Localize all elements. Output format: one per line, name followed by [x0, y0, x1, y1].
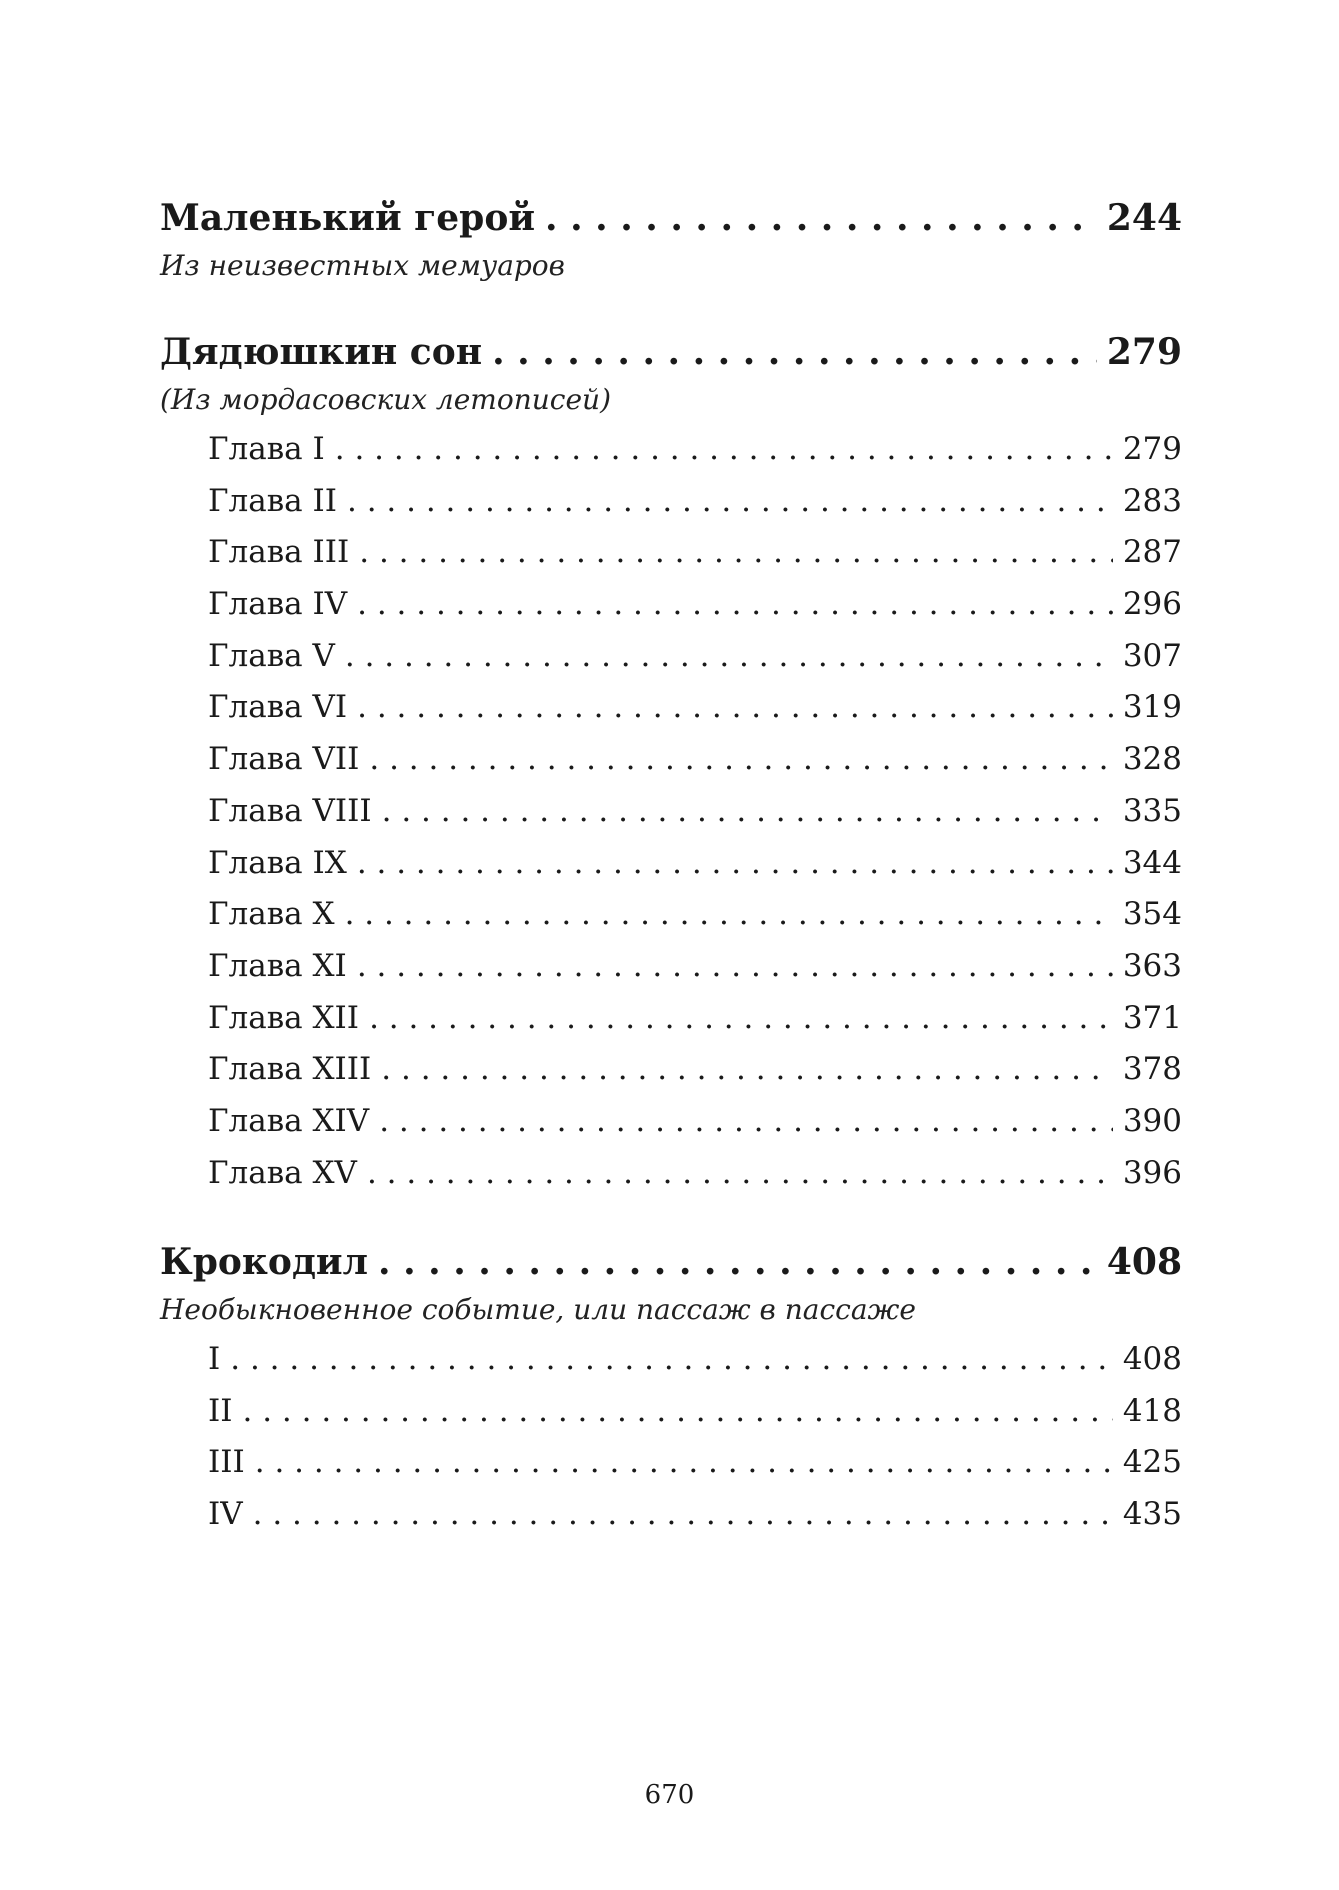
chapter-page-number: 296 — [1122, 586, 1182, 623]
chapter-label: Глава VIII — [208, 792, 372, 829]
chapter-entry[interactable] — [160, 889, 1182, 941]
chapter-page-number: 371 — [1122, 999, 1182, 1036]
chapter-page-number: 283 — [1122, 482, 1182, 519]
dot-leader — [357, 941, 1113, 993]
chapter-page-number: 408 — [1122, 1341, 1182, 1377]
chapter-label: Глава V — [208, 637, 335, 674]
chapter-entry[interactable] — [160, 682, 1182, 734]
chapter-label: Глава XIV — [208, 1102, 370, 1139]
chapter-entry[interactable] — [160, 1437, 1182, 1489]
page-number: 670 — [644, 1780, 695, 1810]
chapter-entry[interactable] — [160, 579, 1182, 631]
chapter-entry[interactable] — [160, 424, 1182, 476]
section-subtitle: (Из мордасовских летописей) — [160, 383, 611, 416]
chapter-entry[interactable] — [160, 1096, 1182, 1148]
chapter-entry[interactable] — [160, 631, 1182, 683]
chapter-page-number: 319 — [1122, 689, 1182, 726]
chapter-page-number: 307 — [1122, 637, 1182, 674]
chapter-page-number: 425 — [1122, 1444, 1182, 1481]
dot-leader — [379, 1096, 1113, 1148]
toc-section — [160, 324, 1182, 1199]
chapter-entry[interactable] — [160, 1386, 1182, 1438]
toc-section-title-line[interactable] — [160, 190, 1182, 246]
dot-leader — [357, 682, 1113, 734]
dot-leader — [253, 1489, 1113, 1541]
section-page-number: 244 — [1106, 197, 1182, 239]
chapter-entry[interactable] — [160, 786, 1182, 838]
dot-leader — [345, 889, 1113, 941]
section-page-number: 408 — [1106, 1241, 1182, 1283]
chapter-page-number: 328 — [1122, 741, 1182, 778]
dot-leader — [357, 579, 1113, 631]
chapter-entry[interactable] — [160, 1489, 1182, 1541]
dot-leader — [255, 1437, 1113, 1489]
chapter-label: Глава XV — [208, 1154, 357, 1191]
toc-section-title-line[interactable] — [160, 324, 1182, 380]
section-subtitle: Из неизвестных мемуаров — [160, 249, 565, 282]
dot-leader — [335, 424, 1113, 476]
chapter-entry[interactable] — [160, 527, 1182, 579]
section-title: Дядюшкин сон — [160, 331, 483, 373]
dot-leader — [369, 734, 1112, 786]
chapter-page-number: 344 — [1122, 844, 1182, 881]
dot-leader — [230, 1334, 1113, 1386]
chapter-page-number: 435 — [1122, 1496, 1182, 1533]
dot-leader — [378, 1234, 1097, 1290]
chapter-label: Глава II — [208, 482, 337, 519]
chapter-entry[interactable] — [160, 1334, 1182, 1386]
section-title: Маленький герой — [160, 197, 536, 239]
chapter-label: Глава VI — [208, 689, 348, 726]
toc-section — [160, 190, 1182, 296]
chapter-label: Глава XIII — [208, 1051, 372, 1088]
section-page-number: 279 — [1106, 331, 1182, 373]
chapter-page-number: 279 — [1122, 431, 1182, 467]
dot-leader — [367, 1148, 1113, 1200]
chapter-page-number: 390 — [1122, 1102, 1182, 1139]
chapter-page-number: 418 — [1122, 1392, 1182, 1429]
chapter-label: Глава XI — [208, 947, 347, 984]
chapter-label: I — [208, 1341, 221, 1377]
chapter-entry[interactable] — [160, 1148, 1182, 1200]
chapter-page-number: 287 — [1122, 534, 1182, 571]
chapter-entry[interactable] — [160, 993, 1182, 1045]
section-title: Крокодил — [160, 1241, 369, 1283]
chapter-label: Глава XII — [208, 999, 360, 1036]
toc-section — [160, 1234, 1182, 1541]
chapter-page-number: 378 — [1122, 1051, 1182, 1088]
chapter-list — [160, 424, 1182, 1199]
chapter-label: Глава X — [208, 896, 335, 933]
chapter-label: Глава I — [208, 431, 325, 467]
chapter-entry[interactable] — [160, 941, 1182, 993]
chapter-page-number: 354 — [1122, 896, 1182, 933]
chapter-label: Глава IX — [208, 844, 347, 881]
chapter-label: Глава III — [208, 534, 350, 571]
dot-leader — [382, 786, 1113, 838]
dot-leader — [347, 476, 1113, 528]
chapter-label: Глава VII — [208, 741, 360, 778]
chapter-label: IV — [208, 1496, 243, 1533]
chapter-label: III — [208, 1444, 245, 1481]
dot-leader — [492, 324, 1097, 380]
dot-leader — [369, 993, 1113, 1045]
chapter-label: II — [208, 1392, 233, 1429]
dot-leader — [359, 527, 1113, 579]
chapter-entry[interactable] — [160, 734, 1182, 786]
chapter-page-number: 363 — [1122, 947, 1182, 984]
dot-leader — [345, 631, 1113, 683]
chapter-page-number: 396 — [1122, 1154, 1182, 1191]
chapter-entry[interactable] — [160, 476, 1182, 528]
section-subtitle: Необыкновенное событие, или пассаж в пассаже — [160, 1293, 916, 1326]
chapter-entry[interactable] — [160, 838, 1182, 890]
dot-leader — [381, 1044, 1113, 1096]
chapter-page-number: 335 — [1122, 792, 1182, 829]
chapter-entry[interactable] — [160, 1044, 1182, 1096]
dot-leader — [357, 838, 1113, 890]
chapter-label: Глава IV — [208, 586, 348, 623]
chapter-list — [160, 1334, 1182, 1541]
dot-leader — [243, 1386, 1113, 1438]
toc-section-title-line[interactable] — [160, 1234, 1182, 1290]
dot-leader — [545, 190, 1097, 246]
